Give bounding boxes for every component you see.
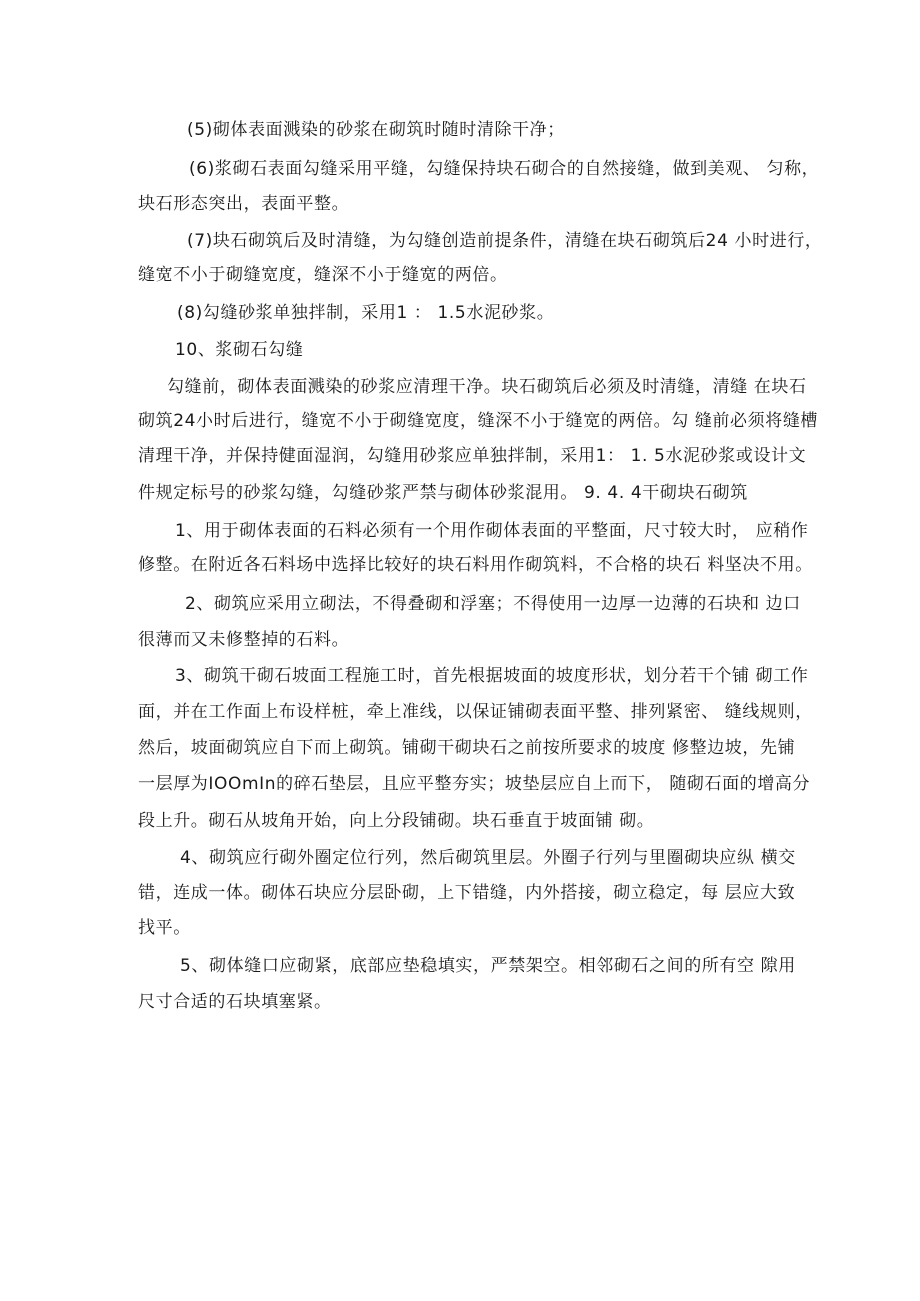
text-line: 面，并在工作面上布设样桩，牵上准线，以保证铺砌表面平整、排列紧密、 缝线规则， bbox=[138, 702, 813, 722]
text-line: (6)浆砌石表面勾缝采用平缝，勾缝保持块石砌合的自然接缝，做到美观、 匀称， bbox=[189, 159, 820, 179]
text-line: 砌筑24小时后进行，缝宽不小于砌缝宽度，缝深不小于缝宽的两倍。勾 缝前必须将缝槽 bbox=[138, 411, 819, 431]
text-line: 5、砌体缝口应砌紧，底部应垫稳填实，严禁架空。相邻砌石之间的所有空 隙用 bbox=[180, 956, 796, 976]
text-line: 一层厚为IOOmIn的碎石垫层，且应平整夯实；坡垫层应自上而下， 随砌石面的增高分 bbox=[138, 774, 811, 794]
text-line: 段上升。砌石从坡角开始，向上分段铺砌。块石垂直于坡面铺 砌。 bbox=[138, 811, 655, 831]
text-line: 修整。在附近各石料场中选择比较好的块石料用作砌筑料，不合格的块石 料坚决不用。 bbox=[138, 555, 813, 575]
text-line: 错，连成一体。砌体石块应分层卧砌，上下错缝，内外搭接，砌立稳定，每 层应大致 bbox=[138, 883, 796, 903]
text-line: 块石形态突出，表面平整。 bbox=[138, 194, 350, 214]
text-line: (7)块石砌筑后及时清缝，为勾缝创造前提条件，清缝在块石砌筑后24 小时进行， bbox=[187, 231, 823, 251]
text-line: 件规定标号的砂浆勾缝，勾缝砂浆严禁与砌体砂浆混用。 9. 4. 4干砌块石砌筑 bbox=[138, 483, 748, 503]
text-line: 尺寸合适的石块填塞紧。 bbox=[138, 992, 332, 1012]
text-line: (5)砌体表面溅染的砂浆在砌筑时随时清除干净； bbox=[187, 120, 565, 140]
text-line: 缝宽不小于砌缝宽度，缝深不小于缝宽的两倍。 bbox=[138, 265, 508, 285]
text-line: 勾缝前，砌体表面溅染的砂浆应清理干净。块石砌筑后必须及时清缝，清缝 在块石 bbox=[167, 377, 807, 397]
text-line: 4、砌筑应行砌外圈定位行列，然后砌筑里层。外圈子行列与里圈砌块应纵 横交 bbox=[180, 848, 796, 868]
text-line: 找平。 bbox=[138, 918, 191, 938]
text-line: 很薄而又未修整掉的石料。 bbox=[138, 630, 350, 650]
section-heading: 10、浆砌石勾缝 bbox=[175, 340, 304, 360]
text-line: 然后，坡面砌筑应自下而上砌筑。铺砌干砌块石之前按所要求的坡度 修整边坡，先铺 bbox=[138, 738, 796, 758]
text-line: 3、砌筑干砌石坡面工程施工时，首先根据坡面的坡度形状，划分若干个铺 砌工作 bbox=[175, 666, 809, 686]
text-line: (8)勾缝砂浆单独拌制，采用1 ： 1.5水泥砂浆。 bbox=[177, 303, 555, 323]
text-line: 1、用于砌体表面的石料必须有一个用作砌体表面的平整面，尺寸较大时， 应稍作 bbox=[175, 521, 809, 541]
text-line: 清理干净，并保持健面湿润，勾缝用砂浆应单独拌制，采用1： 1. 5水泥砂浆或设计文 bbox=[138, 446, 807, 466]
text-line: 2、砌筑应采用立砌法，不得叠砌和浮塞；不得使用一边厚一边薄的石块和 边口 bbox=[185, 594, 801, 614]
